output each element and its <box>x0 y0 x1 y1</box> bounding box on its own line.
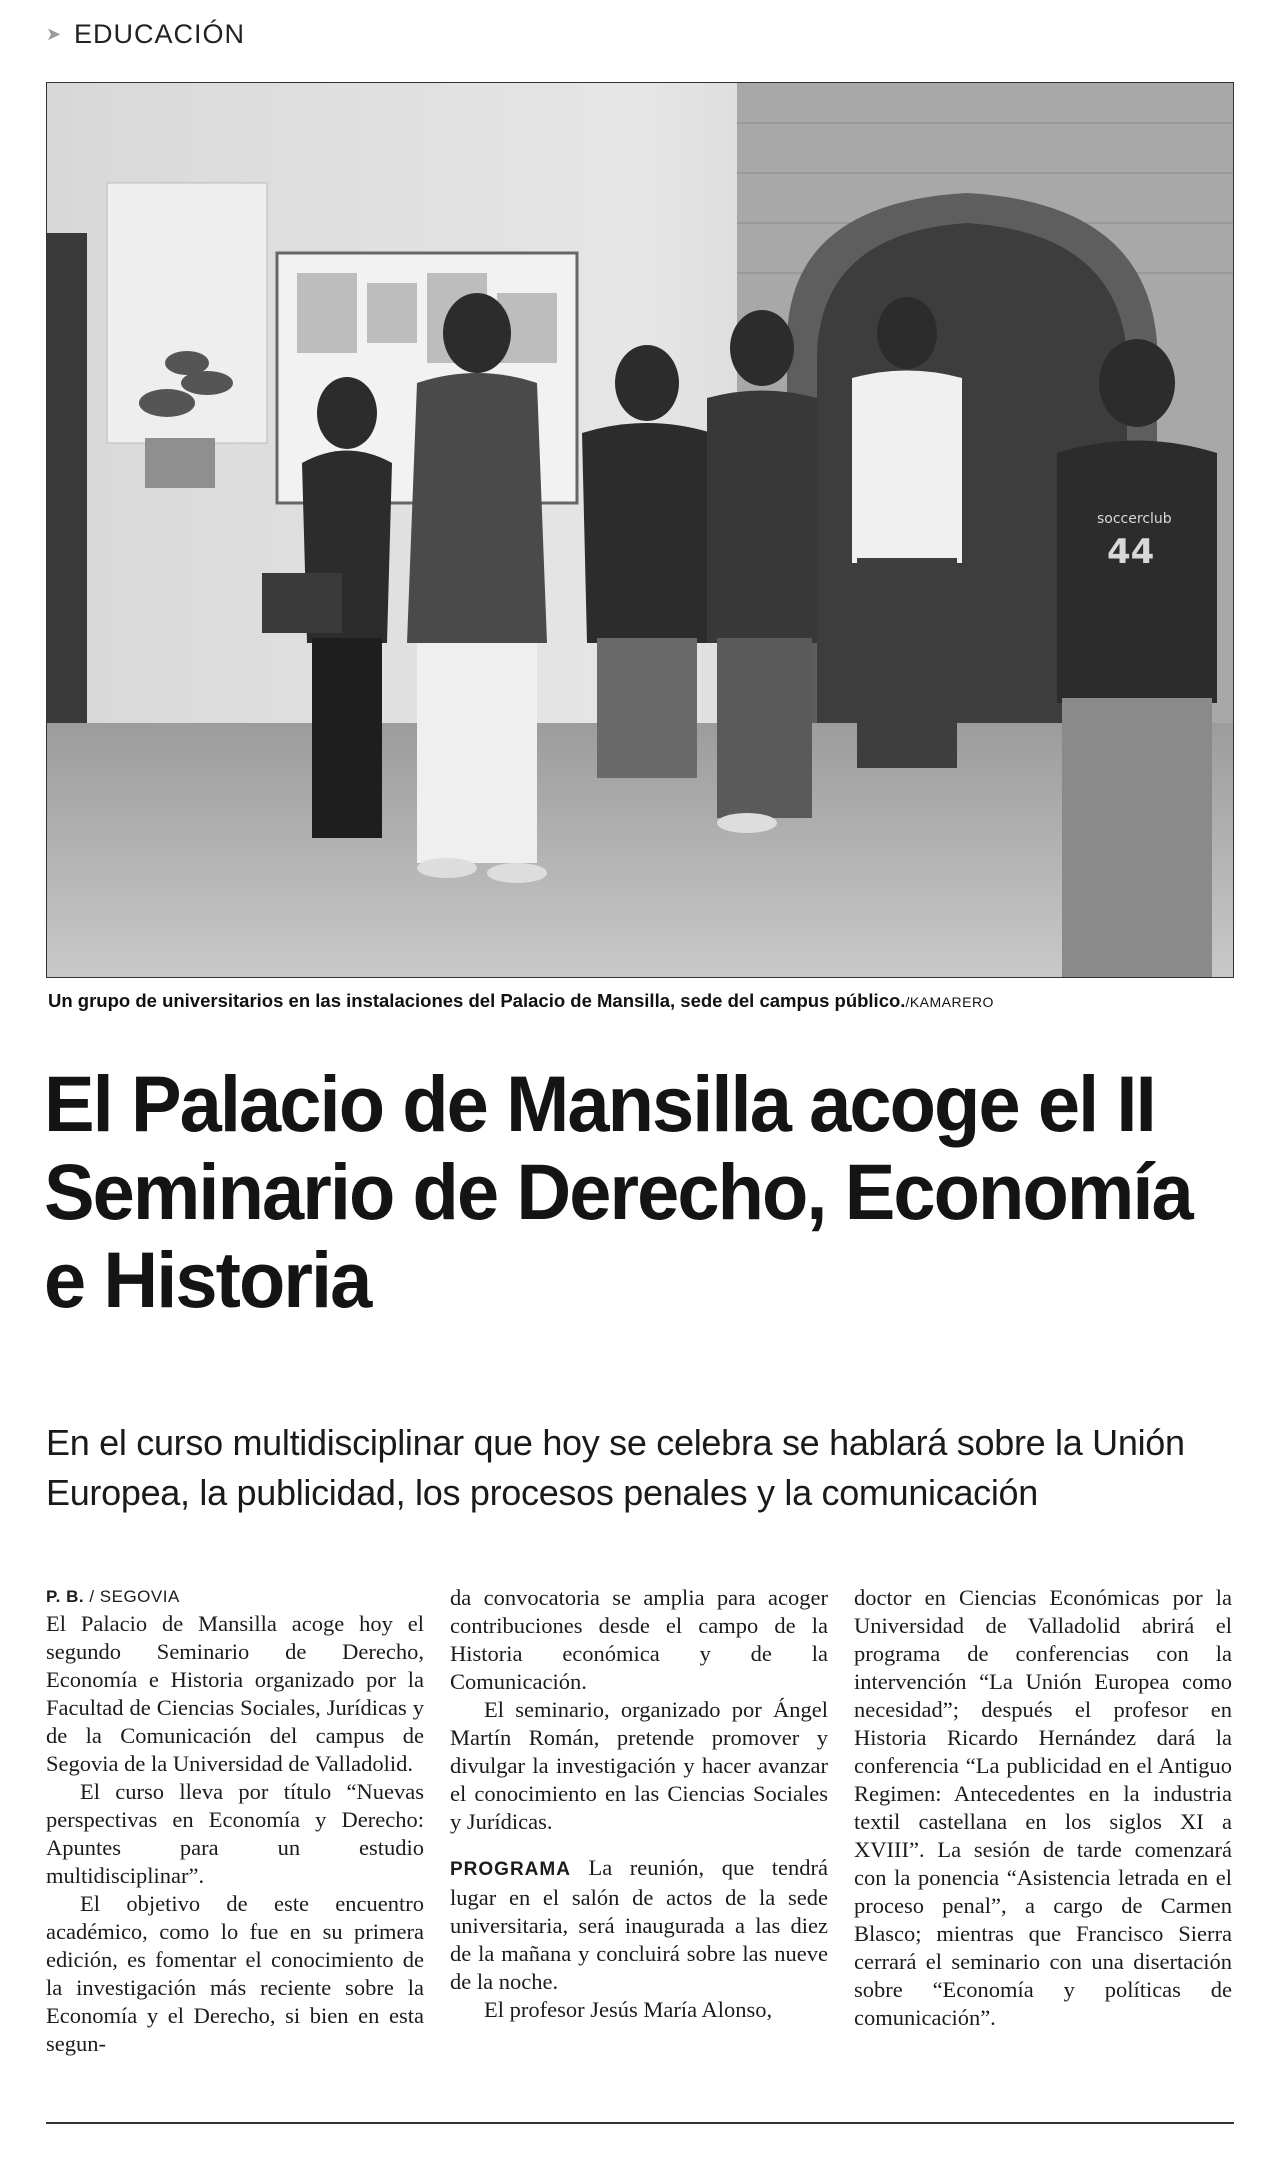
photo-caption <box>48 990 1228 1012</box>
paragraph-text: La reunión, que tendrá lugar en el salón de actos de la sede universitaria, será inaugurada a las diez de la mañana y concluirá sobre las nueve de la noche. <box>450 1855 828 1994</box>
subtitle: En el curso multidisciplinar que hoy se celebra se hablará sobre la Unión Europea, la publicidad, los procesos penales y la comunicación <box>46 1422 1185 1513</box>
photo-credit: /KAMARERO <box>905 994 994 1010</box>
arrow-icon: ➤ <box>46 24 63 44</box>
paragraph: doctor en Ciencias Económicas por la Universidad de Valladolid abrirá el programa de conferencias con la intervención “La Unión Europea como necesidad”; después el profesor en Historia Ricardo Hernández dará la conferencia “La publicidad en el Antiguo Regimen: Antecedentes en la industria textil castellana en los siglos XI a XVIII”. La sesión de tarde comenzará con la ponencia “Asistencia letrada en el proceso penal”, a cargo de Carmen Blasco; mientras que Francisco Sierra cerrará el seminario con una disertación sobre “Economía y políticas de comunicación”. <box>854 1585 1232 2030</box>
byline-author: P. B. <box>46 1587 85 1606</box>
shirt-print-text: soccerclub <box>1097 511 1172 527</box>
paragraph: El curso lleva por título “Nuevas perspectivas en Economía y Derecho: Apuntes para un estudio multidisciplinar”. <box>46 1779 424 1888</box>
section-header <box>46 14 245 54</box>
column-1 <box>46 1584 424 2084</box>
subheading-programa: PROGRAMA <box>450 1859 571 1880</box>
paragraph-gap <box>450 1836 828 1854</box>
shirt-print-number: 44 <box>1107 532 1155 572</box>
headline: El Palacio de Mansilla acoge el II Seminario de Derecho, Economía e Historia <box>44 1059 1192 1324</box>
paragraph <box>450 1854 828 1996</box>
paragraph: El profesor Jesús María Alonso, <box>484 1997 773 2022</box>
byline <box>46 1584 424 1610</box>
column-2 <box>450 1584 828 2084</box>
paragraph: da convocatoria se amplia para acoger contribuciones desde el campo de la Historia económica y de la Comunicación. <box>450 1585 828 1694</box>
byline-place: / SEGOVIA <box>84 1587 180 1606</box>
paragraph: El seminario, organizado por Ángel Martín Román, pretende promover y divulgar la investigación y hacer avanzar el conocimiento en las Ciencias Sociales y Jurídicas. <box>450 1697 828 1834</box>
section-label: EDUCACIÓN <box>74 18 246 49</box>
paragraph: El Palacio de Mansilla acoge hoy el segundo Seminario de Derecho, Economía e Historia organizado por la Facultad de Ciencias Sociales, Jurídicas y de la Comunicación del campus de Segovia de la Universidad de Valladolid. <box>46 1611 424 1776</box>
column-3 <box>854 1584 1232 2084</box>
caption-text: Un grupo de universitarios en las instalaciones del Palacio de Mansilla, sede del campus público. <box>48 990 906 1011</box>
article-photo <box>46 82 1234 978</box>
bottom-rule <box>46 2122 1234 2124</box>
paragraph: El objetivo de este encuentro académico, como lo fue en su primera edición, es fomentar el conocimiento de la investigación más reciente sobre la Economía y el Derecho, si bien en esta segun- <box>46 1891 424 2056</box>
article-body <box>46 1584 1232 2084</box>
